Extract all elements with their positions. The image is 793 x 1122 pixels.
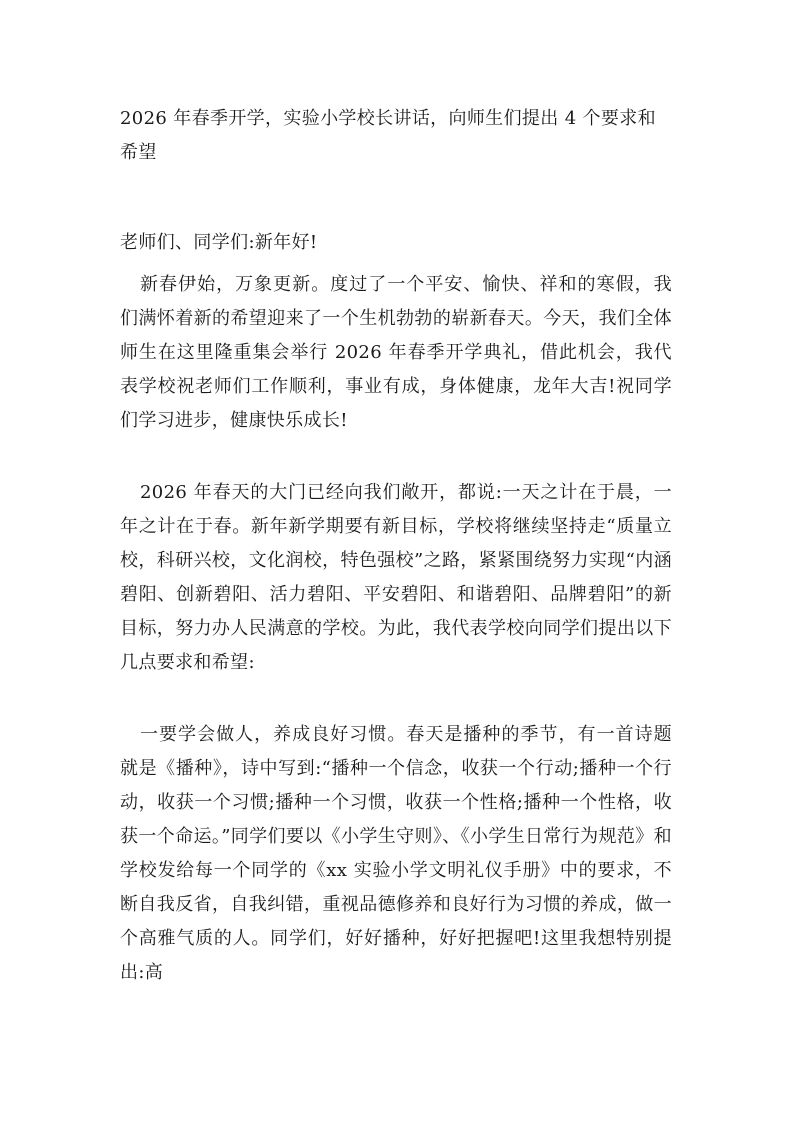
document-title: 2026 年春季开学，实验小学校长讲话，向师生们提出 4 个要求和希望 (120, 108, 656, 163)
paragraph-goals: 2026 年春天的大门已经向我们敞开，都说:一天之计在于晨，一年之计在于春。新年新学期要有新目标，学校将继续坚持走“质量立校，科研兴校，文化润校，特色强校”之路，紧紧围绕努力实现“内涵碧阳、创新碧阳、活力碧阳、平安碧阳、和谐碧阳、品牌碧阳”的新目标，努力办人民满意的学校。为此，我代表学校向同学们提出以下几点要求和希望: (120, 482, 672, 673)
paragraph-opening: 新春伊始，万象更新。度过了一个平安、愉快、祥和的寒假，我们满怀着新的希望迎来了一个生机勃勃的崭新春天。今天，我们全体师生在这里隆重集会举行 2026 年春季开学典礼，借此机会，我代表学校祝老师们工作顺利，事业有成，身体健康，龙年大吉!祝同学们学习进步，健康快乐成长! (120, 274, 672, 431)
paragraph-requirement-one: 一要学会做人，养成良好习惯。春天是播种的季节，有一首诗题就是《播种》，诗中写到:“播种一个信念，收获一个行动;播种一个行动，收获一个习惯;播种一个习惯，收获一个性格;播种一个性格，收获一个命运。”同学们要以《小学生守则》、《小学生日常行为规范》和学校发给每一个同学的《xx 实验小学文明礼仪手册》中的要求，不断自我反省，自我纠错，重视品德修养和良好行为习惯的养成，做一个高雅气质的人。同学们，好好播种，好好把握吧!这里我想特别提出:高 (120, 724, 672, 983)
greeting-line: 老师们、同学们:新年好! (120, 232, 318, 253)
